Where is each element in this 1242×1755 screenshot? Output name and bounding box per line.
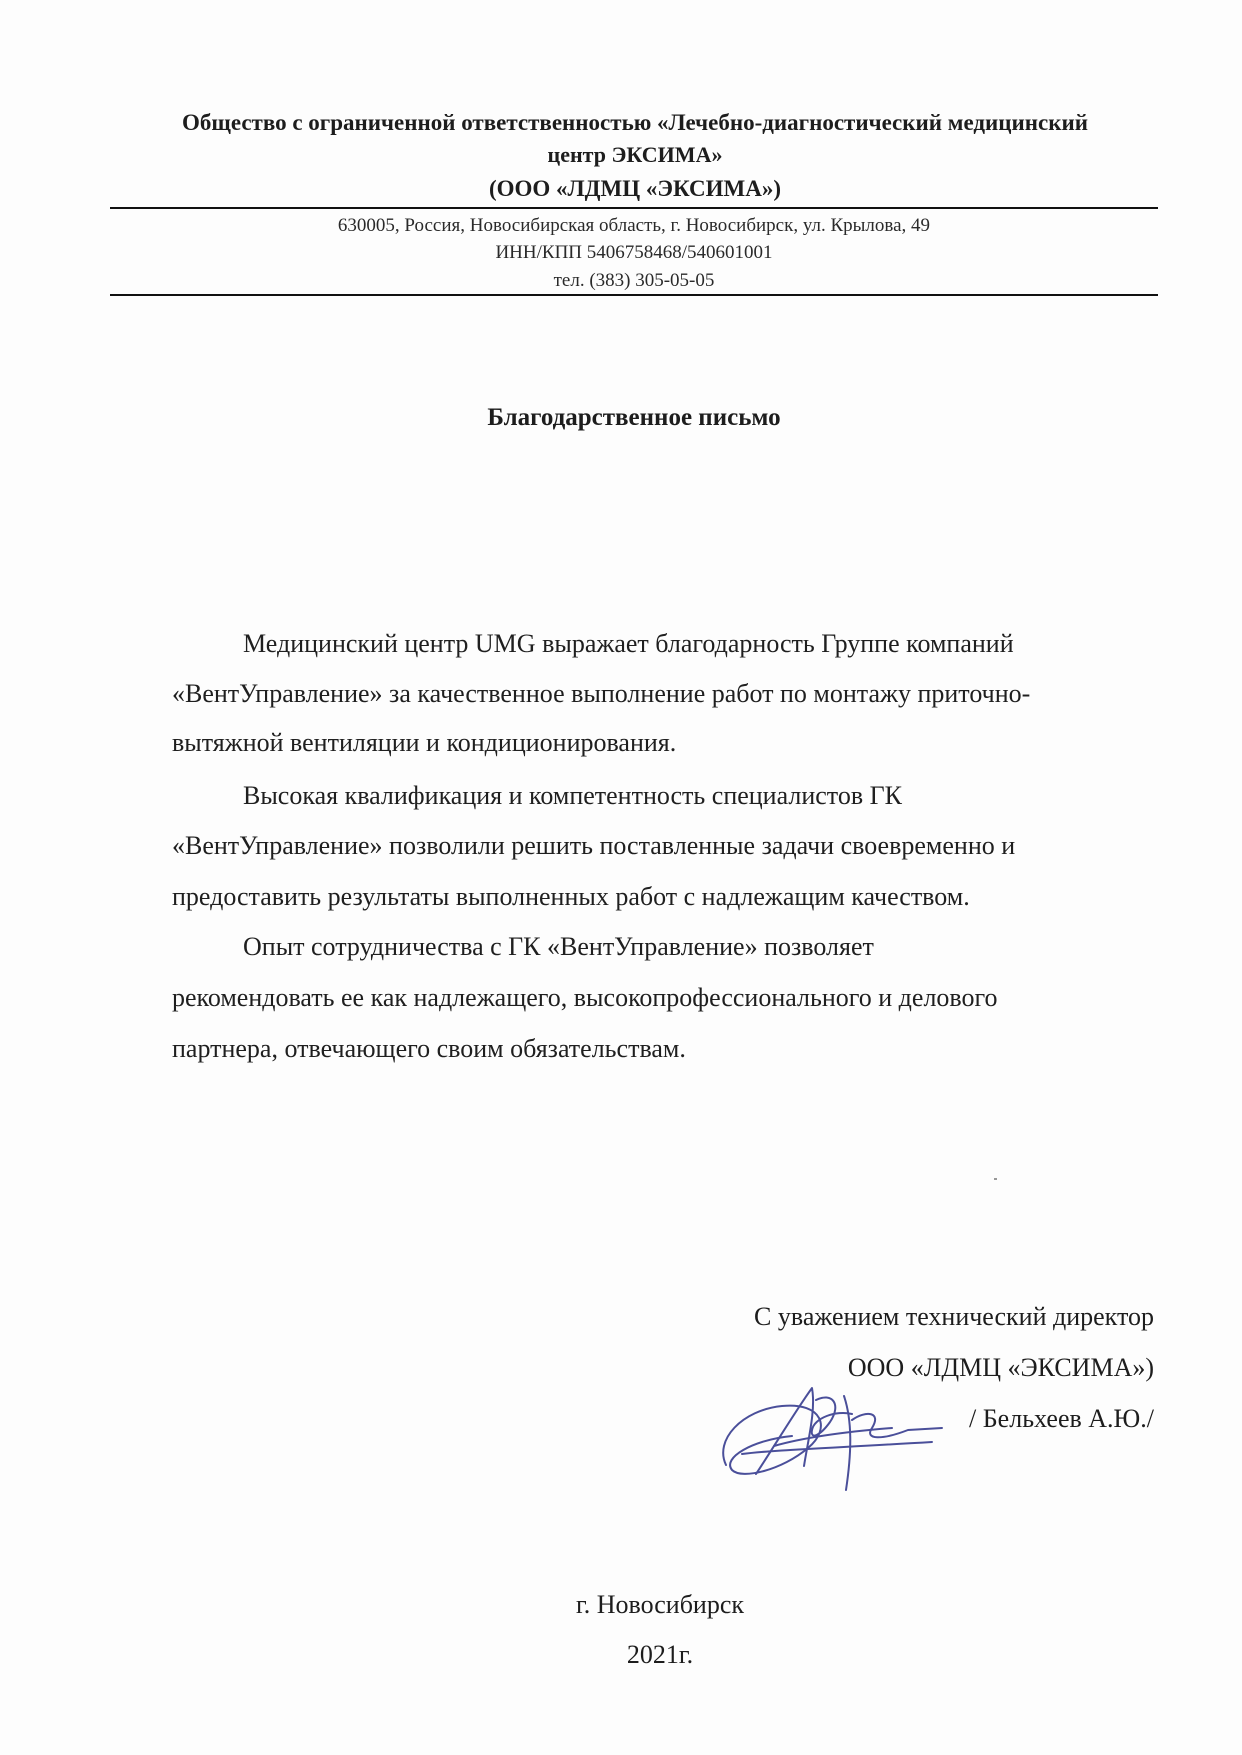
body-line-1: Медицинский центр UMG выражает благодарность Группе компаний	[243, 629, 1014, 658]
org-address: 630005, Россия, Новосибирская область, г. Новосибирск, ул. Крылова, 49	[337, 215, 931, 236]
org-inn-kpp: ИНН/КПП 5406758468/540601001	[495, 242, 773, 263]
footer-year: 2021г.	[626, 1640, 694, 1669]
body-line-7: Опыт сотрудничества с ГК «ВентУправление» позволяет	[243, 932, 874, 961]
scan-speck	[994, 1178, 997, 1180]
header-top-rule	[110, 207, 1158, 209]
body-line-5: «ВентУправление» позволили решить поставленные задачи своевременно и	[172, 831, 1016, 860]
signature-greeting: С уважением технический директор	[754, 1302, 1154, 1331]
header-bottom-rule	[110, 294, 1158, 296]
body-line-3: вытяжной вентиляции и кондиционирования.	[172, 728, 677, 757]
body-line-9: партнера, отвечающего своим обязательствам.	[172, 1034, 686, 1063]
org-short-name: (ООО «ЛДМЦ «ЭКСИМА»)	[488, 176, 782, 201]
org-name-line2: центр ЭКСИМА»	[547, 142, 723, 167]
body-line-4: Высокая квалификация и компетентность специалистов ГК	[243, 781, 902, 810]
body-line-6: предоставить результаты выполненных работ с надлежащим качеством.	[172, 882, 970, 911]
letter-title: Благодарственное письмо	[487, 404, 781, 431]
footer-city: г. Новосибирск	[575, 1590, 745, 1619]
body-line-8: рекомендовать ее как надлежащего, высокопрофессионального и делового	[172, 983, 998, 1012]
org-name-line1: Общество с ограниченной ответственностью «Лечебно-диагностический медицинский	[182, 110, 1088, 135]
signature-org: ООО «ЛДМЦ «ЭКСИМА»)	[847, 1353, 1154, 1382]
body-line-2: «ВентУправление» за качественное выполнение работ по монтажу приточно-	[172, 679, 1031, 708]
signature-name: / Бельхеев А.Ю./	[969, 1404, 1154, 1433]
org-phone: тел. (383) 305-05-05	[553, 270, 715, 291]
handwritten-signature	[712, 1370, 952, 1500]
